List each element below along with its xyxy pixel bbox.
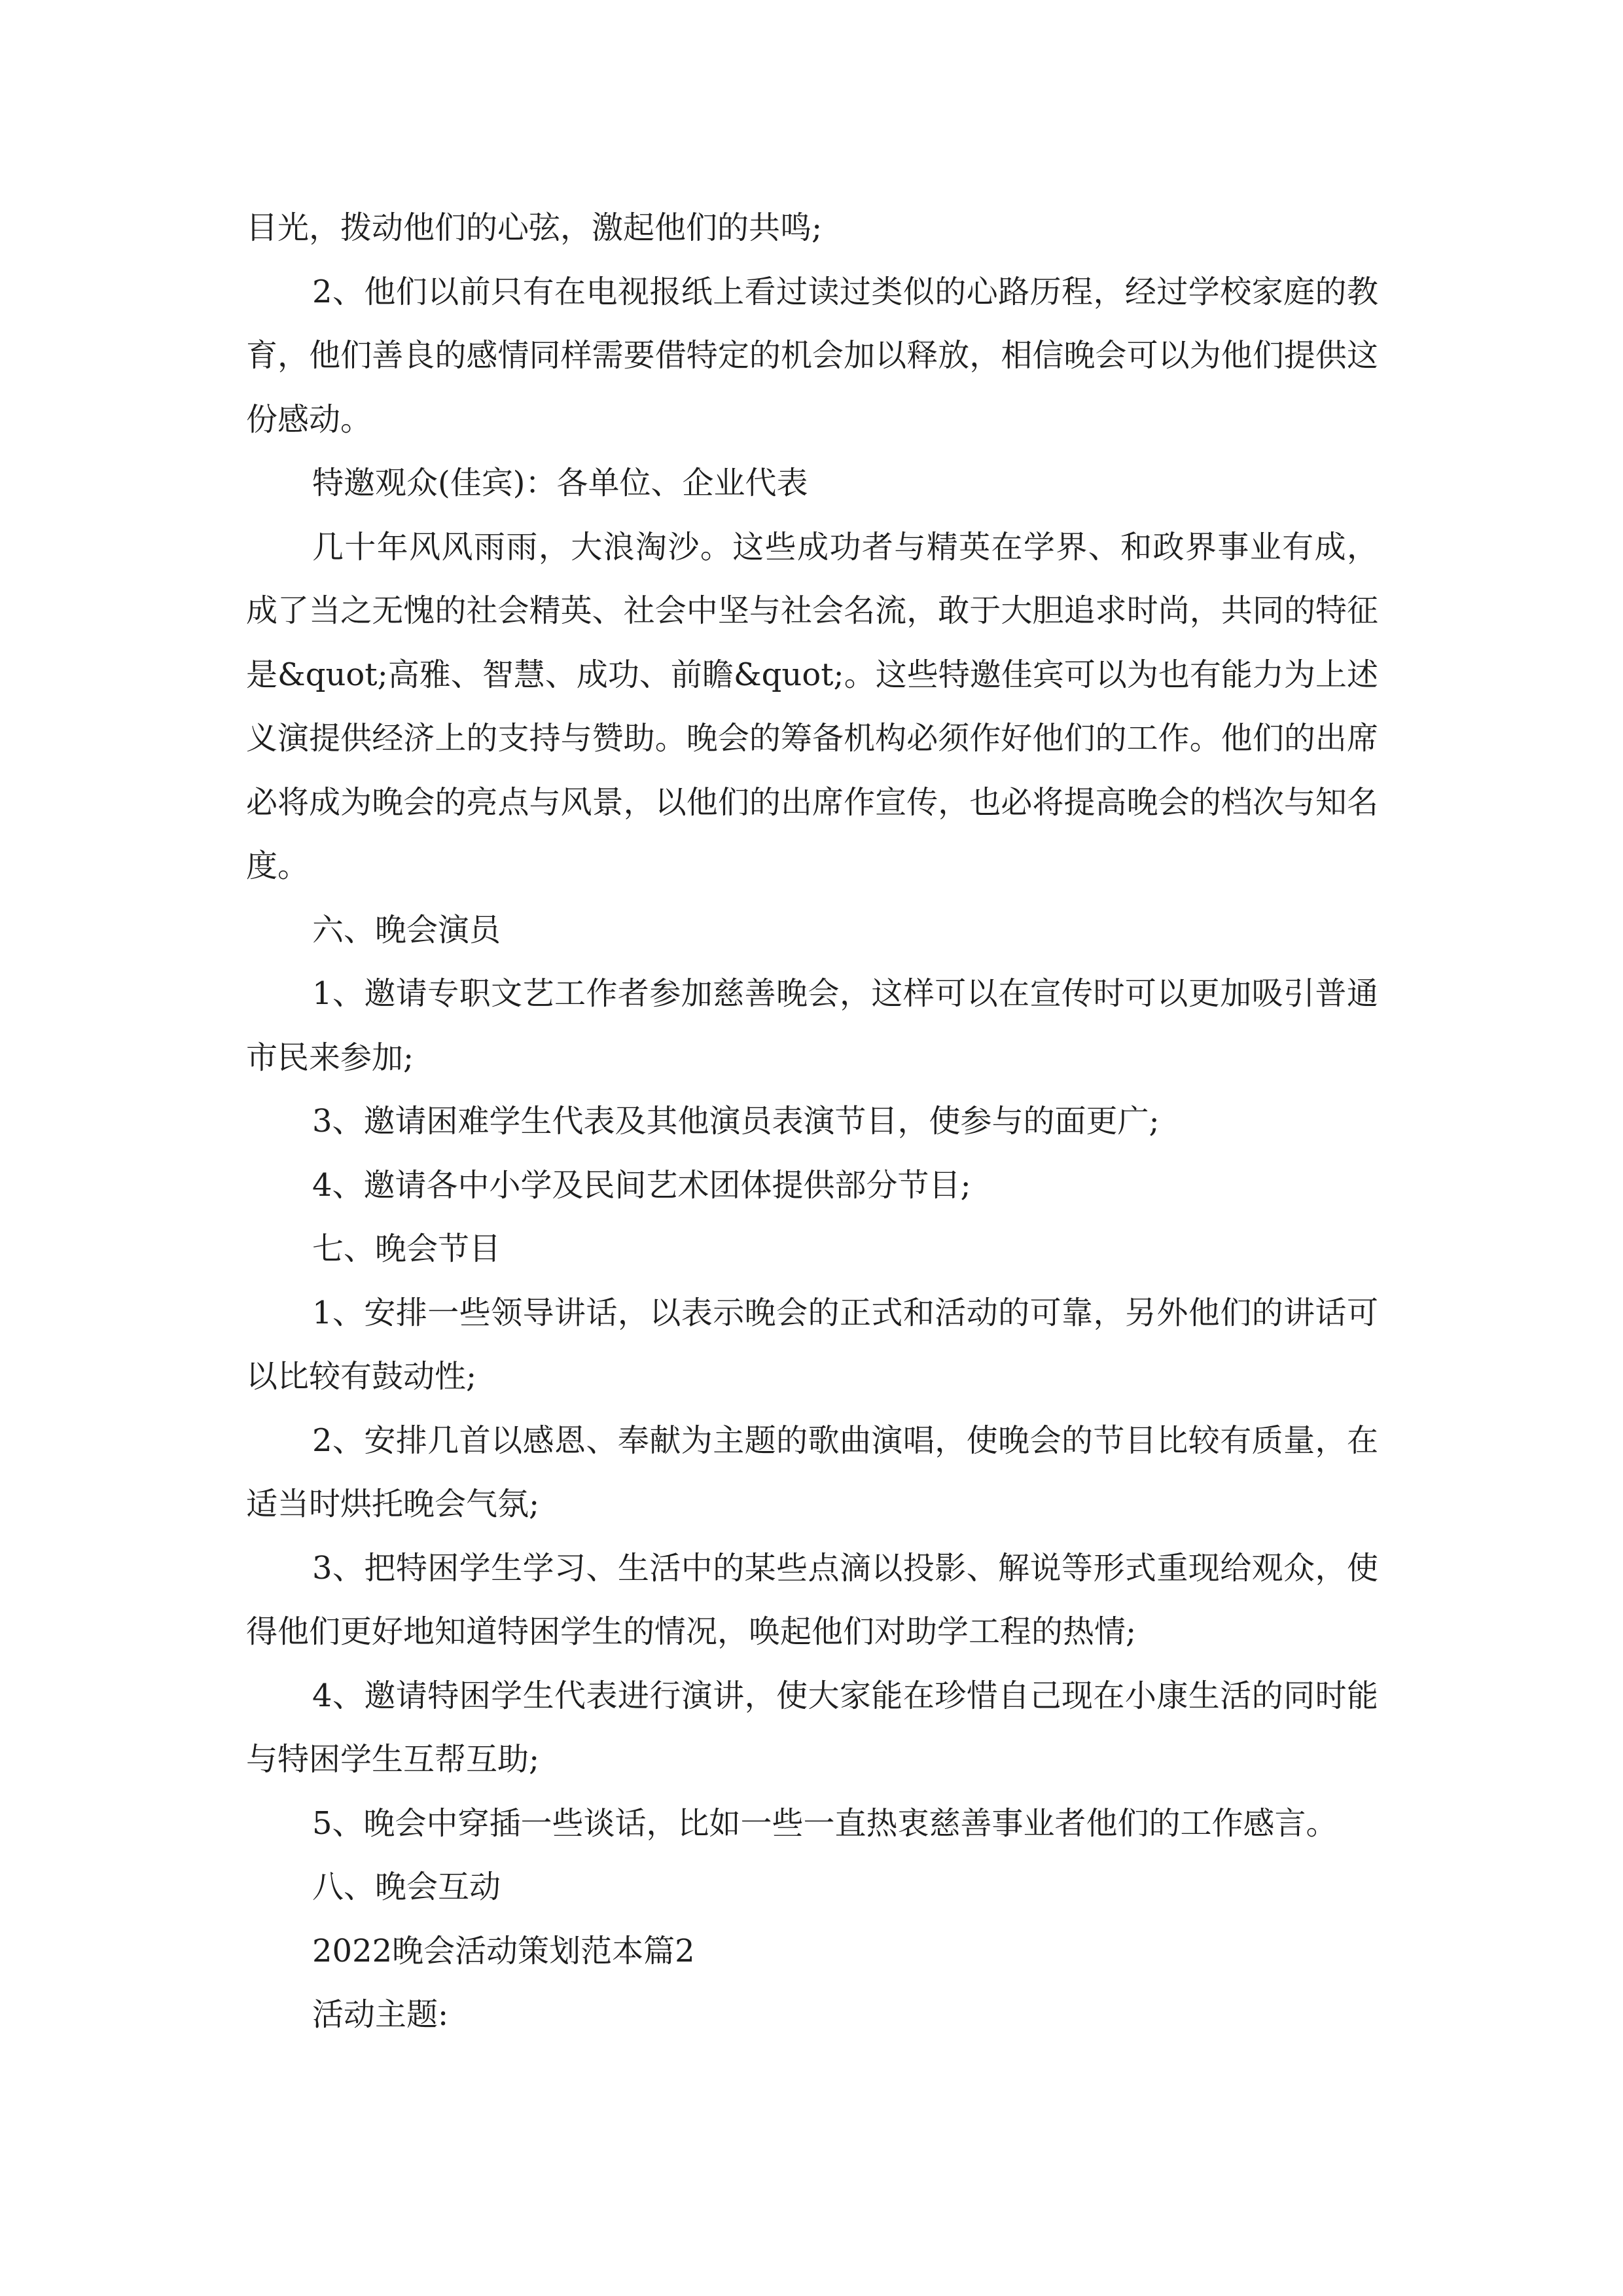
section-heading-interaction: 八、晚会互动 (312, 1869, 501, 1905)
paragraph-audience-reason-2: 2、他们以前只有在电视报纸上看过读过类似的心路历程，经过学校家庭的教育，他们善良的感情同样需要借特定的机会加以释放，相信晚会可以为他们提供这份感动。 (246, 273, 1378, 438)
section-heading-performers: 六、晚会演员 (312, 911, 501, 948)
article-title-part-2: 2022晚会活动策划范本篇2 (312, 1932, 695, 1969)
list-item-program-2: 2、安排几首以感恩、奉献为主题的歌曲演唱，使晚会的节目比较有质量，在适当时烘托晚会气氛; (246, 1422, 1378, 1522)
list-item-program-5: 5、晚会中穿插一些谈话，比如一些一直热衷慈善事业者他们的工作感言。 (312, 1804, 1338, 1842)
list-item-program-4: 4、邀请特困学生代表进行演讲，使大家能在珍惜自己现在小康生活的同时能与特困学生互帮互助; (246, 1677, 1378, 1778)
paragraph-continuation: 目光，拨动他们的心弦，激起他们的共鸣; (246, 209, 823, 246)
section-heading-program: 七、晚会节目 (312, 1230, 501, 1267)
list-item-program-3: 3、把特困学生学习、生活中的某些点滴以投影、解说等形式重现给观众，使得他们更好地知道特困学生的情况，唤起他们对助学工程的热情; (246, 1549, 1378, 1650)
list-item-performers-4: 4、邀请各中小学及民间艺术团体提供部分节目; (312, 1166, 971, 1204)
paragraph-activity-theme: 活动主题: (312, 1996, 449, 2033)
paragraph-special-guests-body: 几十年风风雨雨，大浪淘沙。这些成功者与精英在学界、和政界事业有成，成了当之无愧的社会精英、社会中坚与社会名流，敢于大胆追求时尚，共同的特征是&quot;高雅、智慧、成功、前瞻&quot;。这些特邀佳宾可以为也有能力为上述义演提供经济上的支持与赞助。晚会的筹备机构必须作好他们的工作。他们的出席必将成为晚会的亮点与风景，以他们的出席作宣传，也必将提高晚会的档次与知名度。 (246, 528, 1378, 884)
document-body (246, 196, 1378, 2047)
list-item-performers-1: 1、邀请专职文艺工作者参加慈善晚会，这样可以在宣传时可以更加吸引普通市民来参加; (246, 975, 1378, 1076)
list-item-program-1: 1、安排一些领导讲话，以表示晚会的正式和活动的可靠，另外他们的讲话可以比较有鼓动性; (246, 1294, 1378, 1395)
paragraph-special-guests-heading: 特邀观众(佳宾)：各单位、企业代表 (312, 465, 808, 501)
list-item-performers-3: 3、邀请困难学生代表及其他演员表演节目，使参与的面更广; (312, 1103, 1160, 1139)
